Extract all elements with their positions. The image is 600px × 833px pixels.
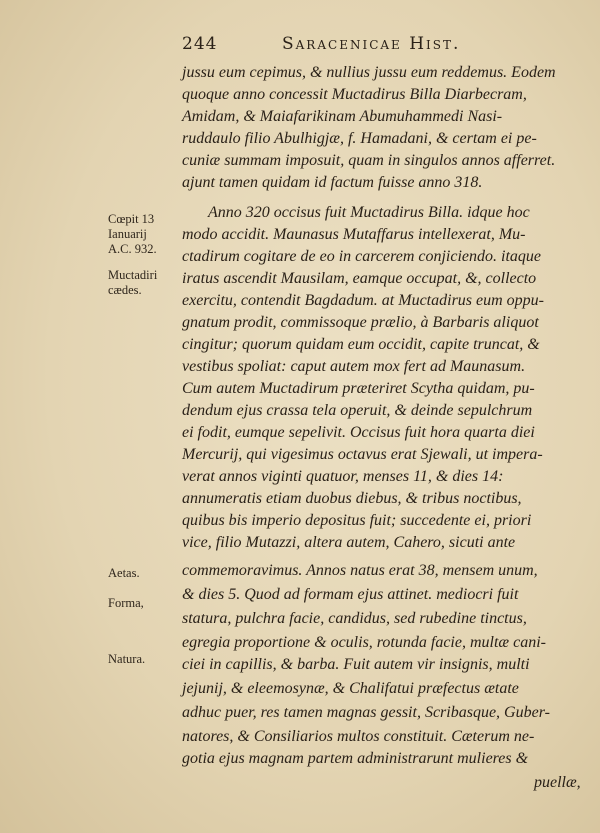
page-number: 244	[182, 34, 218, 54]
text-line: modo accidit. Maunasus Mutaffarus intellexerat, Mu-	[182, 226, 526, 243]
text-line: adhuc puer, res tamen magnas gessit, Scribasque, Guber-	[182, 704, 550, 721]
margin-note-line: cædes.	[108, 283, 142, 297]
text-line: Amidam, & Maiafarikinam Abumuhammedi Nasi-	[182, 108, 503, 125]
margin-note-aetas: Aetas.	[108, 566, 140, 580]
margin-note-forma: Forma,	[108, 596, 144, 610]
margin-note-line: Muctadiri	[108, 268, 158, 282]
text-line: exercitu, contendit Bagdadum. at Muctadirus eum oppu-	[182, 292, 544, 309]
text-line: ruddaulo filio Abulhigjæ, f. Hamadani, & certam ei pe-	[182, 130, 537, 147]
text-line: quoque anno concessit Muctadirus Billa Diarbecram,	[182, 86, 527, 103]
running-title: Saracenicae Hist.	[282, 34, 461, 54]
text-line: statura, pulchra facie, candidus, sed rubedine tinctus,	[182, 610, 527, 627]
margin-note-line: Cœpit 13	[108, 212, 155, 226]
text-line: commemoravimus. Annos natus erat 38, mensem unum,	[182, 562, 538, 579]
text-line: ei fodit, eumque sepelivit. Occisus fuit hora quarta diei	[182, 424, 535, 441]
margin-note-line: A.C. 932.	[108, 242, 157, 256]
text-line: iratus ascendit Mausilam, eamque occupat, &, collecto	[182, 270, 537, 287]
margin-note-muctadiri	[108, 268, 178, 298]
text-line: cuniæ summam imposuit, quam in singulos annos afferret.	[182, 152, 556, 169]
text-line: jejunij, & eleemosynæ, & Chalifatui præfectus ætate	[182, 680, 519, 697]
text-line: verat annos viginti quatuor, menses 11, & dies 14:	[182, 468, 504, 485]
text-line: jussu eum cepimus, & nullius jussu eum reddemus. Eodem	[182, 64, 556, 81]
text-line: ajunt tamen quidam id factum fuisse anno 318.	[182, 174, 483, 191]
text-line: gnatum prodit, commissoque prælio, à Barbaris aliquot	[182, 314, 539, 331]
text-line: puellæ,	[534, 774, 581, 791]
text-line: egregia proportione & oculis, rotunda facie, multæ cani-	[182, 634, 546, 651]
text-line: vestibus spoliat: caput autem mox fert ad Maunasum.	[182, 358, 526, 375]
text-line: dendum ejus crassa tela operuit, & deinde sepulchrum	[182, 402, 533, 419]
text-line: gotia ejus magnam partem administrarunt mulieres &	[182, 750, 529, 767]
text-line: quibus bis imperio depositus fuit; succedente ei, priori	[182, 512, 532, 529]
text-line: ciei in capillis, & barba. Fuit autem vir insignis, multi	[182, 656, 530, 673]
text-line: Mercurij, qui vigesimus octavus erat Sjewali, ut impera-	[182, 446, 543, 463]
margin-note-line: Ianuarij	[108, 227, 147, 241]
text-line: Cum autem Muctadirum præteriret Scytha quidam, pu-	[182, 380, 535, 397]
text-line: & dies 5. Quod ad formam ejus attinet. mediocri fuit	[182, 586, 519, 603]
page-header	[182, 34, 562, 56]
margin-note-natura: Natura.	[108, 652, 146, 666]
text-line: vice, filio Mutazzi, altera autem, Cahero, sicuti ante	[182, 534, 516, 551]
text-line: cingitur; quorum quidam eum occidit, capite truncat, &	[182, 336, 540, 353]
text-line: annumeratis etiam duobus diebus, & tribus noctibus,	[182, 490, 522, 507]
text-line: natores, & Consiliarios multos constituit. Cæterum ne-	[182, 728, 535, 745]
text-line: Anno 320 occisus fuit Muctadirus Billa. idque hoc	[208, 204, 530, 221]
text-line: ctadirum cogitare de eo in carcerem conjiciendo. itaque	[182, 248, 542, 265]
margin-note-coepit	[108, 212, 178, 257]
